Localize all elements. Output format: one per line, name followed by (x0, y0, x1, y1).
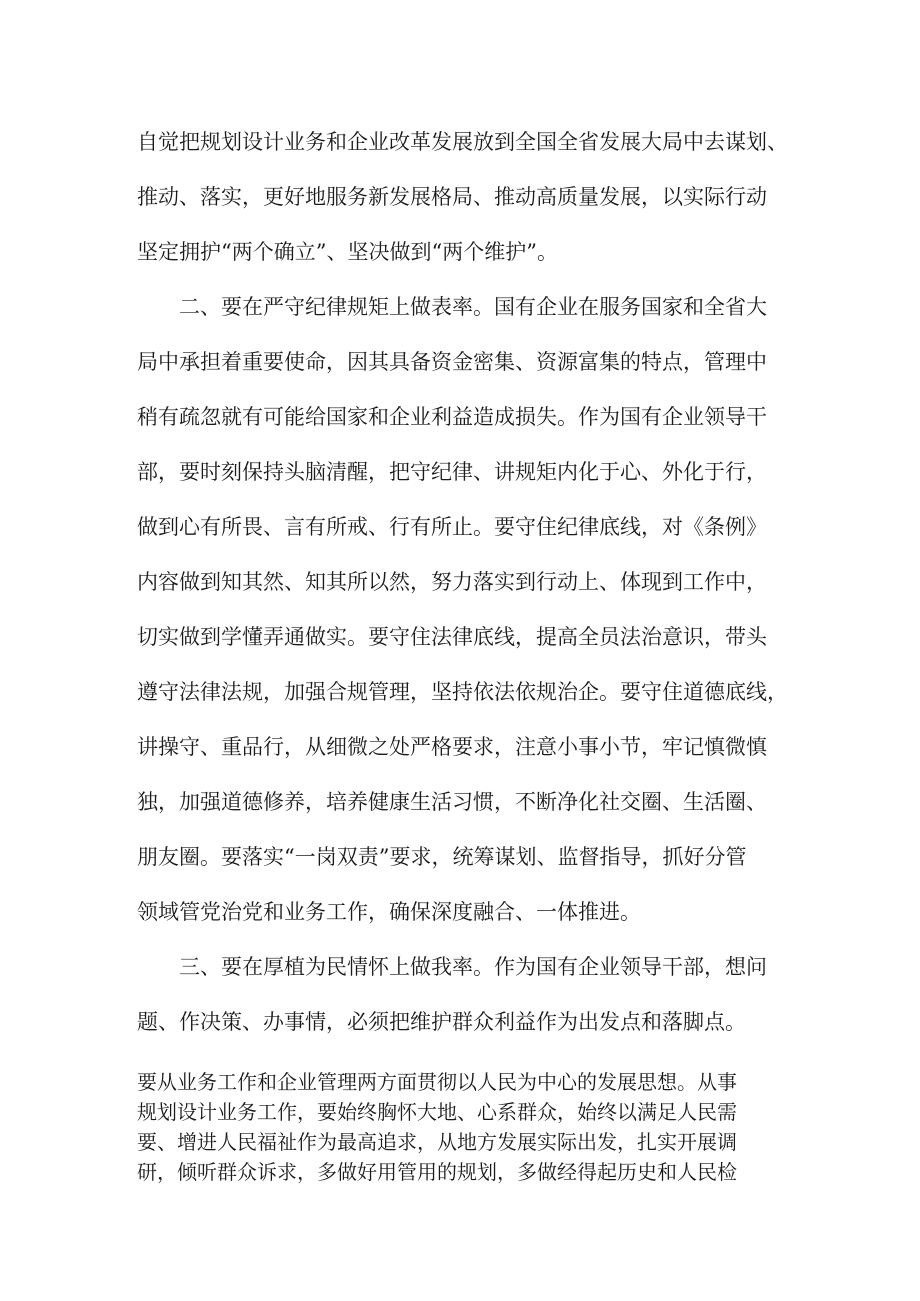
text-line: 要从业务工作和企业管理两方面贯彻以人民为中心的发展思想。从事 (137, 1070, 737, 1094)
text-line: 研，倾听群众诉求，多做好用管用的规划，多做经得起历史和人民检 (137, 1160, 737, 1184)
body-text-loose (137, 122, 797, 1057)
text-line: 遵守法律法规，加强合规管理，坚持依法依规治企。要守住道德底线， (137, 680, 788, 704)
text-line: 稍有疏忽就有可能给国家和企业利益造成损失。作为国有企业领导干 (137, 405, 767, 429)
text-line: 推动、落实，更好地服务新发展格局、推动高质量发展，以实际行动 (137, 185, 767, 209)
text-line: 内容做到知其然、知其所以然，努力落实到行动上、体现到工作中， (137, 570, 767, 594)
text-line: 做到心有所畏、言有所戒、行有所止。要守住纪律底线，对《条例》 (137, 515, 767, 539)
text-line: 题、作决策、办事情，必须把维护群众利益作为出发点和落脚点。 (137, 1010, 746, 1034)
text-line: 二、要在严守纪律规矩上做表率。国有企业在服务国家和全省大 (137, 295, 767, 319)
text-line: 规划设计业务工作，要始终胸怀大地、心系群众，始终以满足人民需 (137, 1100, 737, 1124)
text-line: 讲操守、重品行，从细微之处严格要求，注意小事小节，牢记慎微慎 (137, 735, 767, 759)
text-line: 部，要时刻保持头脑清醒，把守纪律、讲规矩内化于心、外化于行， (137, 460, 767, 484)
text-line: 坚定拥护“两个确立”、坚决做到“两个维护”。 (137, 240, 558, 264)
text-line: 三、要在厚植为民情怀上做我率。作为国有企业领导干部，想问 (137, 955, 767, 979)
body-text-dense (137, 1067, 797, 1187)
text-line: 切实做到学懂弄通做实。要守住法律底线，提高全员法治意识，带头 (137, 625, 767, 649)
text-line: 领域管党治党和业务工作，确保深度融合、一体推进。 (137, 900, 641, 924)
text-line: 独，加强道德修养，培养健康生活习惯，不断净化社交圈、生活圈、 (137, 790, 767, 814)
text-line: 自觉把规划设计业务和企业改革发展放到全国全省发展大局中去谋划、 (137, 130, 788, 154)
text-line: 局中承担着重要使命，因其具备资金密集、资源富集的特点，管理中 (137, 350, 767, 374)
text-line: 朋友圈。要落实“一岗双责”要求，统筹谋划、监督指导，抓好分管 (137, 845, 747, 869)
text-line: 要、增进人民福祉作为最高追求，从地方发展实际出发，扎实开展调 (137, 1130, 737, 1154)
